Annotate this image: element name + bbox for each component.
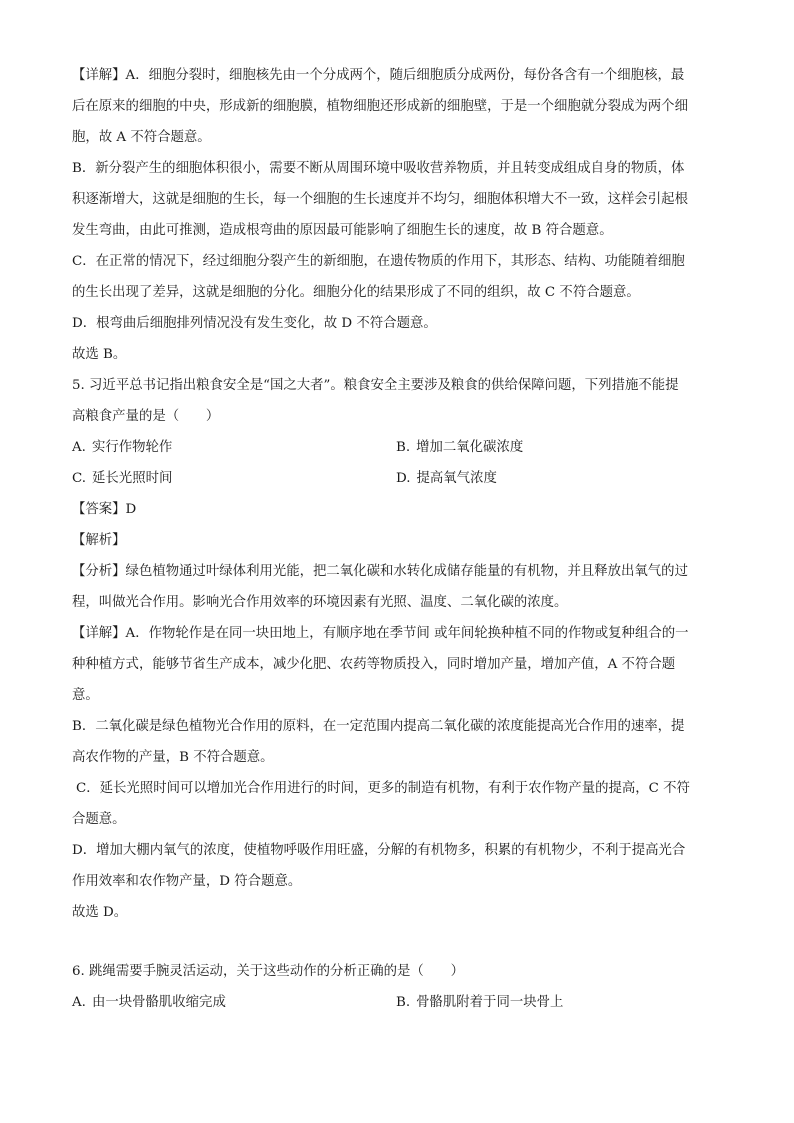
- q4-detail-a-line1: 【详解】A．细胞分裂时，细胞核先由一个分成两个，随后细胞质分成两份，每份各含有一个细胞核，最: [72, 68, 685, 83]
- document-page: [72, 60, 720, 1018]
- q4-choice: 故选 B。: [72, 347, 127, 362]
- option-text: 骨骼肌附着于同一块骨上: [416, 995, 564, 1010]
- q5-option-c: [72, 463, 396, 494]
- q4-detail-c-line2: 的生长出现了差异，这就是细胞的分化。细胞分化的结果形成了不同的组织，故 C 不符合题意。: [72, 285, 640, 300]
- q5-choice: 故选 D。: [72, 905, 128, 920]
- option-letter: B.: [396, 995, 411, 1010]
- option-text: 实行作物轮作: [91, 440, 173, 455]
- q5-detail-a-line2: 种种植方式，能够节省生产成本，减少化肥、农药等物质投入，同时增加产量，增加产值，A 不符合题: [72, 657, 676, 672]
- q5-options-row1: [72, 432, 720, 463]
- q4-detail-b-line2: 积逐渐增大，这就是细胞的生长，每一个细胞的生长速度并不均匀，细胞体积增大不一致，这样会引起根: [72, 192, 688, 207]
- q6-option-a: [72, 987, 396, 1018]
- q5-options-row2: [72, 463, 720, 494]
- option-letter: A.: [72, 995, 86, 1010]
- q5-stem-line1: 5. 习近平总书记指出粮食安全是“国之大者”。粮食安全主要涉及粮食的供给保障问题，下列措施不能提: [72, 378, 679, 393]
- q5-detail-d-line1: D．增加大棚内氧气的浓度，使植物呼吸作用旺盛，分解的有机物多，积累的有机物少，不利于提高光合: [72, 843, 686, 858]
- q6-options-row1: [72, 987, 720, 1018]
- q6-option-b: [396, 987, 720, 1018]
- q4-detail-b-line3: 发生弯曲，由此可推测，造成根弯曲的原因最可能影响了细胞生长的速度，故 B 符合题意。: [72, 223, 613, 238]
- option-text: 由一块骨骼肌收缩完成: [91, 995, 226, 1010]
- q4-detail-a-line2: 后在原来的细胞的中央，形成新的细胞膜，植物细胞还形成新的细胞壁，于是一个细胞就分裂成为两个细: [72, 99, 688, 114]
- q6-stem-line1: 6. 跳绳需要手腕灵活运动，关于这些动作的分析正确的是（ ）: [72, 964, 464, 979]
- q5-fenxi-line2: 程，叫做光合作用。影响光合作用效率的环境因素有光照、温度、二氧化碳的浓度。: [72, 595, 568, 610]
- q4-detail-a-line3: 胞，故 A 不符合题意。: [72, 130, 211, 145]
- option-text: 增加二氧化碳浓度: [416, 440, 524, 455]
- q4-detail-d-line1: D．根弯曲后细胞排列情况没有发生变化，故 D 不符合题意。: [72, 316, 437, 331]
- option-letter: A.: [72, 440, 86, 455]
- q5-option-a: [72, 432, 396, 463]
- q4-detail-c-line1: C．在正常的情况下，经过细胞分裂产生的新细胞，在遗传物质的作用下，其形态、结构、功能随着细胞: [72, 254, 685, 269]
- q5-detail-c-line2: 合题意。: [72, 812, 126, 827]
- spacer: [72, 928, 720, 956]
- q5-detail-a-line3: 意。: [72, 688, 99, 703]
- q5-detail-d-line2: 作用效率和农作物产量，D 符合题意。: [72, 874, 302, 889]
- option-text: 提高氧气浓度: [416, 471, 497, 486]
- option-letter: D.: [396, 471, 411, 486]
- option-text: 延长光照时间: [92, 471, 173, 486]
- q4-detail-b-line1: B．新分裂产生的细胞体积很小，需要不断从周围环境中吸收营养物质，并且转变成组成自身的物质，体: [72, 161, 685, 176]
- q5-fenxi-line1: 【分析】绿色植物通过叶绿体利用光能，把二氧化碳和水转化成储存能量的有机物，并且释放出氧气的过: [72, 564, 688, 579]
- q5-stem-line2: 高粮食产量的是（ ）: [72, 409, 220, 424]
- q5-detail-b-line2: 高农作物的产量，B 不符合题意。: [72, 750, 274, 765]
- q5-option-d: [396, 463, 720, 494]
- q5-answer: 【答案】D: [72, 502, 137, 517]
- q5-detail-a-line1: 【详解】A．作物轮作是在同一块田地上，有顺序地在季节间 或年间轮换种植不同的作物或复种组合的一: [72, 626, 689, 641]
- option-letter: B.: [396, 440, 411, 455]
- q5-detail-c-line1: C．延长光照时间可以增加光合作用进行的时间，更多的制造有机物，有利于农作物产量的提高，C 不符: [76, 781, 690, 796]
- option-letter: C.: [72, 471, 87, 486]
- q5-detail-b-line1: B．二氧化碳是绿色植物光合作用的原料，在一定范围内提高二氧化碳的浓度能提高光合作用的速率，提: [72, 719, 685, 734]
- q5-analysis-tag: 【解析】: [72, 533, 126, 548]
- q5-option-b: [396, 432, 720, 463]
